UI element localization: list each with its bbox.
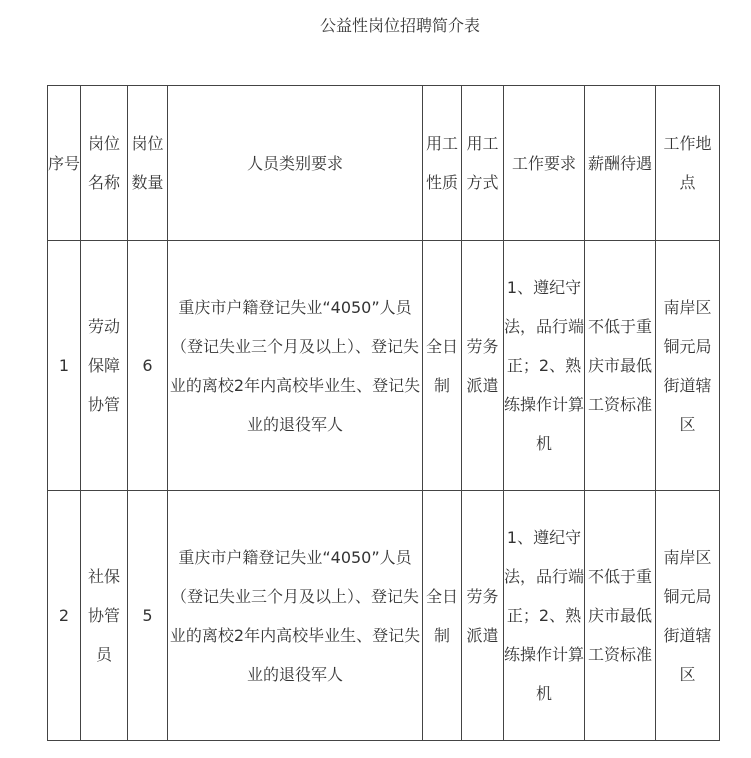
page-title: 公益性岗位招聘简介表 bbox=[319, 16, 480, 35]
table-row bbox=[48, 491, 720, 741]
header-location: 工作地点 bbox=[656, 86, 720, 241]
cell-index: 2 bbox=[48, 491, 81, 741]
header-duty: 工作要求 bbox=[504, 86, 585, 241]
header-index: 序号 bbox=[48, 86, 81, 241]
header-row bbox=[48, 86, 720, 241]
header-employment-nature: 用工性质 bbox=[423, 86, 462, 241]
cell-location: 南岸区铜元局街道辖区 bbox=[656, 491, 720, 741]
recruitment-table bbox=[47, 85, 720, 741]
cell-post-count: 5 bbox=[128, 491, 168, 741]
cell-duty: 1、遵纪守法，品行端正；2、熟练操作计算机 bbox=[504, 491, 585, 741]
cell-duty: 1、遵纪守法，品行端正；2、熟练操作计算机 bbox=[504, 241, 585, 491]
header-post-count: 岗位数量 bbox=[128, 86, 168, 241]
cell-employment-nature: 全日制 bbox=[423, 491, 462, 741]
cell-salary: 不低于重庆市最低工资标准 bbox=[585, 491, 656, 741]
cell-employment-mode: 劳务派遣 bbox=[462, 241, 504, 491]
header-salary: 薪酬待遇 bbox=[585, 86, 656, 241]
cell-requirement: 重庆市户籍登记失业“4050”人员（登记失业三个月及以上）、登记失业的离校2年内高校毕业生、登记失业的退役军人 bbox=[168, 491, 423, 741]
header-post-name: 岗位名称 bbox=[81, 86, 128, 241]
cell-index: 1 bbox=[48, 241, 81, 491]
cell-post-name: 劳动保障协管 bbox=[81, 241, 128, 491]
cell-salary: 不低于重庆市最低工资标准 bbox=[585, 241, 656, 491]
cell-post-count: 6 bbox=[128, 241, 168, 491]
cell-employment-nature: 全日制 bbox=[423, 241, 462, 491]
cell-location: 南岸区铜元局街道辖区 bbox=[656, 241, 720, 491]
cell-post-name: 社保协管员 bbox=[81, 491, 128, 741]
cell-requirement: 重庆市户籍登记失业“4050”人员（登记失业三个月及以上）、登记失业的离校2年内高校毕业生、登记失业的退役军人 bbox=[168, 241, 423, 491]
cell-employment-mode: 劳务派遣 bbox=[462, 491, 504, 741]
table-row bbox=[48, 241, 720, 491]
header-employment-mode: 用工方式 bbox=[462, 86, 504, 241]
header-requirement: 人员类别要求 bbox=[168, 86, 423, 241]
